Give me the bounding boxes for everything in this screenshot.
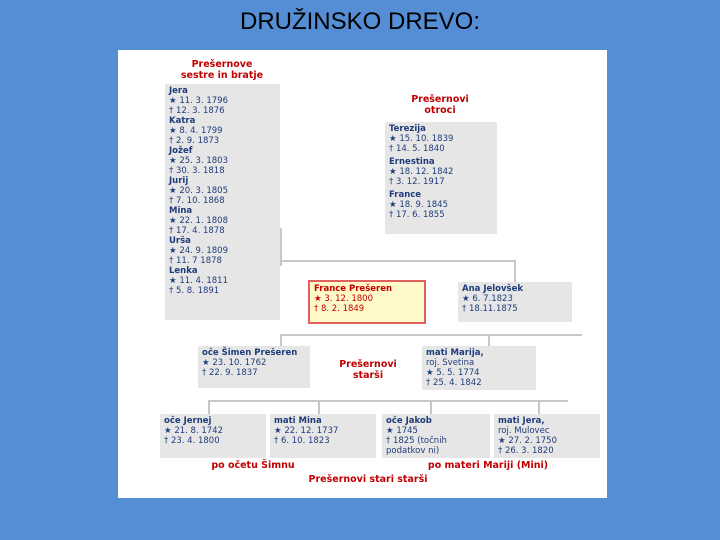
mother-box: mati Marija, roj. Svetina ★ 5. 5. 1774 † 25. 4. 1842 [422, 346, 536, 390]
poet-box: France Prešeren ★ 3. 12. 1800 † 8. 2. 1849 [308, 280, 426, 324]
family-tree-diagram [118, 50, 607, 498]
sibling-name: Jurij [169, 176, 189, 186]
connector-line [280, 334, 582, 336]
mother-name: mati Marija, [426, 348, 484, 358]
siblings-caption: Prešernove sestre in bratje [180, 59, 264, 81]
sibling-name: Katra [169, 116, 196, 126]
partner-box: Ana Jelovšek ★ 6. 7.1823 † 18.11.1875 [458, 282, 572, 322]
child-name: Terezija [389, 124, 426, 134]
siblings-box: Jera ★ 11. 3. 1796 † 12. 3. 1876 Katra ★ 8. 4. 1799 † 2. 9. 1873 Jožef ★ 25. 3. 1803 † 30. 3. 1818 Jurij ★ 20. 3. 1805 † 7. 10. 1868 Mina ★ 22. 1. 1808 † 17. 4. 1878 Urša ★ 24. 9. 1809 † 11. 7 1878 Lenka ★ 11. 4. 1811 † 5. 8. 1891 [165, 84, 280, 320]
father-side-caption: po očetu Šimnu [211, 460, 295, 471]
slide-title: DRUŽINSKO DREVO: [239, 8, 481, 35]
sibling-name: Lenka [169, 266, 198, 276]
sibling-name: Urša [169, 236, 191, 246]
grandparent-name: oče Jernej [164, 416, 212, 426]
connector-line [488, 334, 490, 346]
mother-side-caption: po materi Mariji (Mini) [427, 460, 549, 471]
connector-line [514, 260, 516, 282]
grandparents-caption: Prešernovi stari starši [308, 474, 428, 485]
connector-line [318, 400, 320, 414]
grandparent-box: oče Jernej ★ 21. 8. 1742 † 23. 4. 1800 [160, 414, 266, 458]
grandparent-box: mati Jera, roj. Mulovec ★ 27. 2. 1750 † 26. 3. 1820 [494, 414, 600, 458]
children-box: Terezija ★ 15. 10. 1839 † 14. 5. 1840 Ernestina ★ 18. 12. 1842 † 3. 12. 1917 France ★ 18. 9. 1845 † 17. 6. 1855 [385, 122, 497, 234]
father-name: oče Šimen Prešeren [202, 348, 298, 358]
connector-line [208, 400, 210, 414]
poet-name: France Prešeren [314, 284, 393, 294]
grandparent-box: mati Mina ★ 22. 12. 1737 † 6. 10. 1823 [270, 414, 376, 458]
partner-name: Ana Jelovšek [462, 284, 524, 294]
sibling-name: Jožef [169, 146, 193, 156]
grandparent-name: oče Jakob [386, 416, 432, 426]
sibling-name: Jera [169, 86, 188, 96]
child-name: Ernestina [389, 157, 435, 167]
grandparent-name: mati Jera, [498, 416, 545, 426]
parents-caption: Prešernovi starši [339, 359, 397, 381]
connector-line [430, 400, 432, 414]
connector-line [280, 260, 515, 262]
connector-line [538, 400, 540, 414]
grandparent-name: mati Mina [274, 416, 322, 426]
grandparent-box: oče Jakob ★ 1745 † 1825 (točnih podatkov ni) [382, 414, 490, 458]
sibling-name: Mina [169, 206, 193, 216]
children-caption: Prešernovi otroci [411, 94, 469, 116]
connector-line [208, 400, 568, 402]
child-name: France [389, 190, 422, 200]
father-box: oče Šimen Prešeren ★ 23. 10. 1762 † 22. 9. 1837 [198, 346, 310, 388]
